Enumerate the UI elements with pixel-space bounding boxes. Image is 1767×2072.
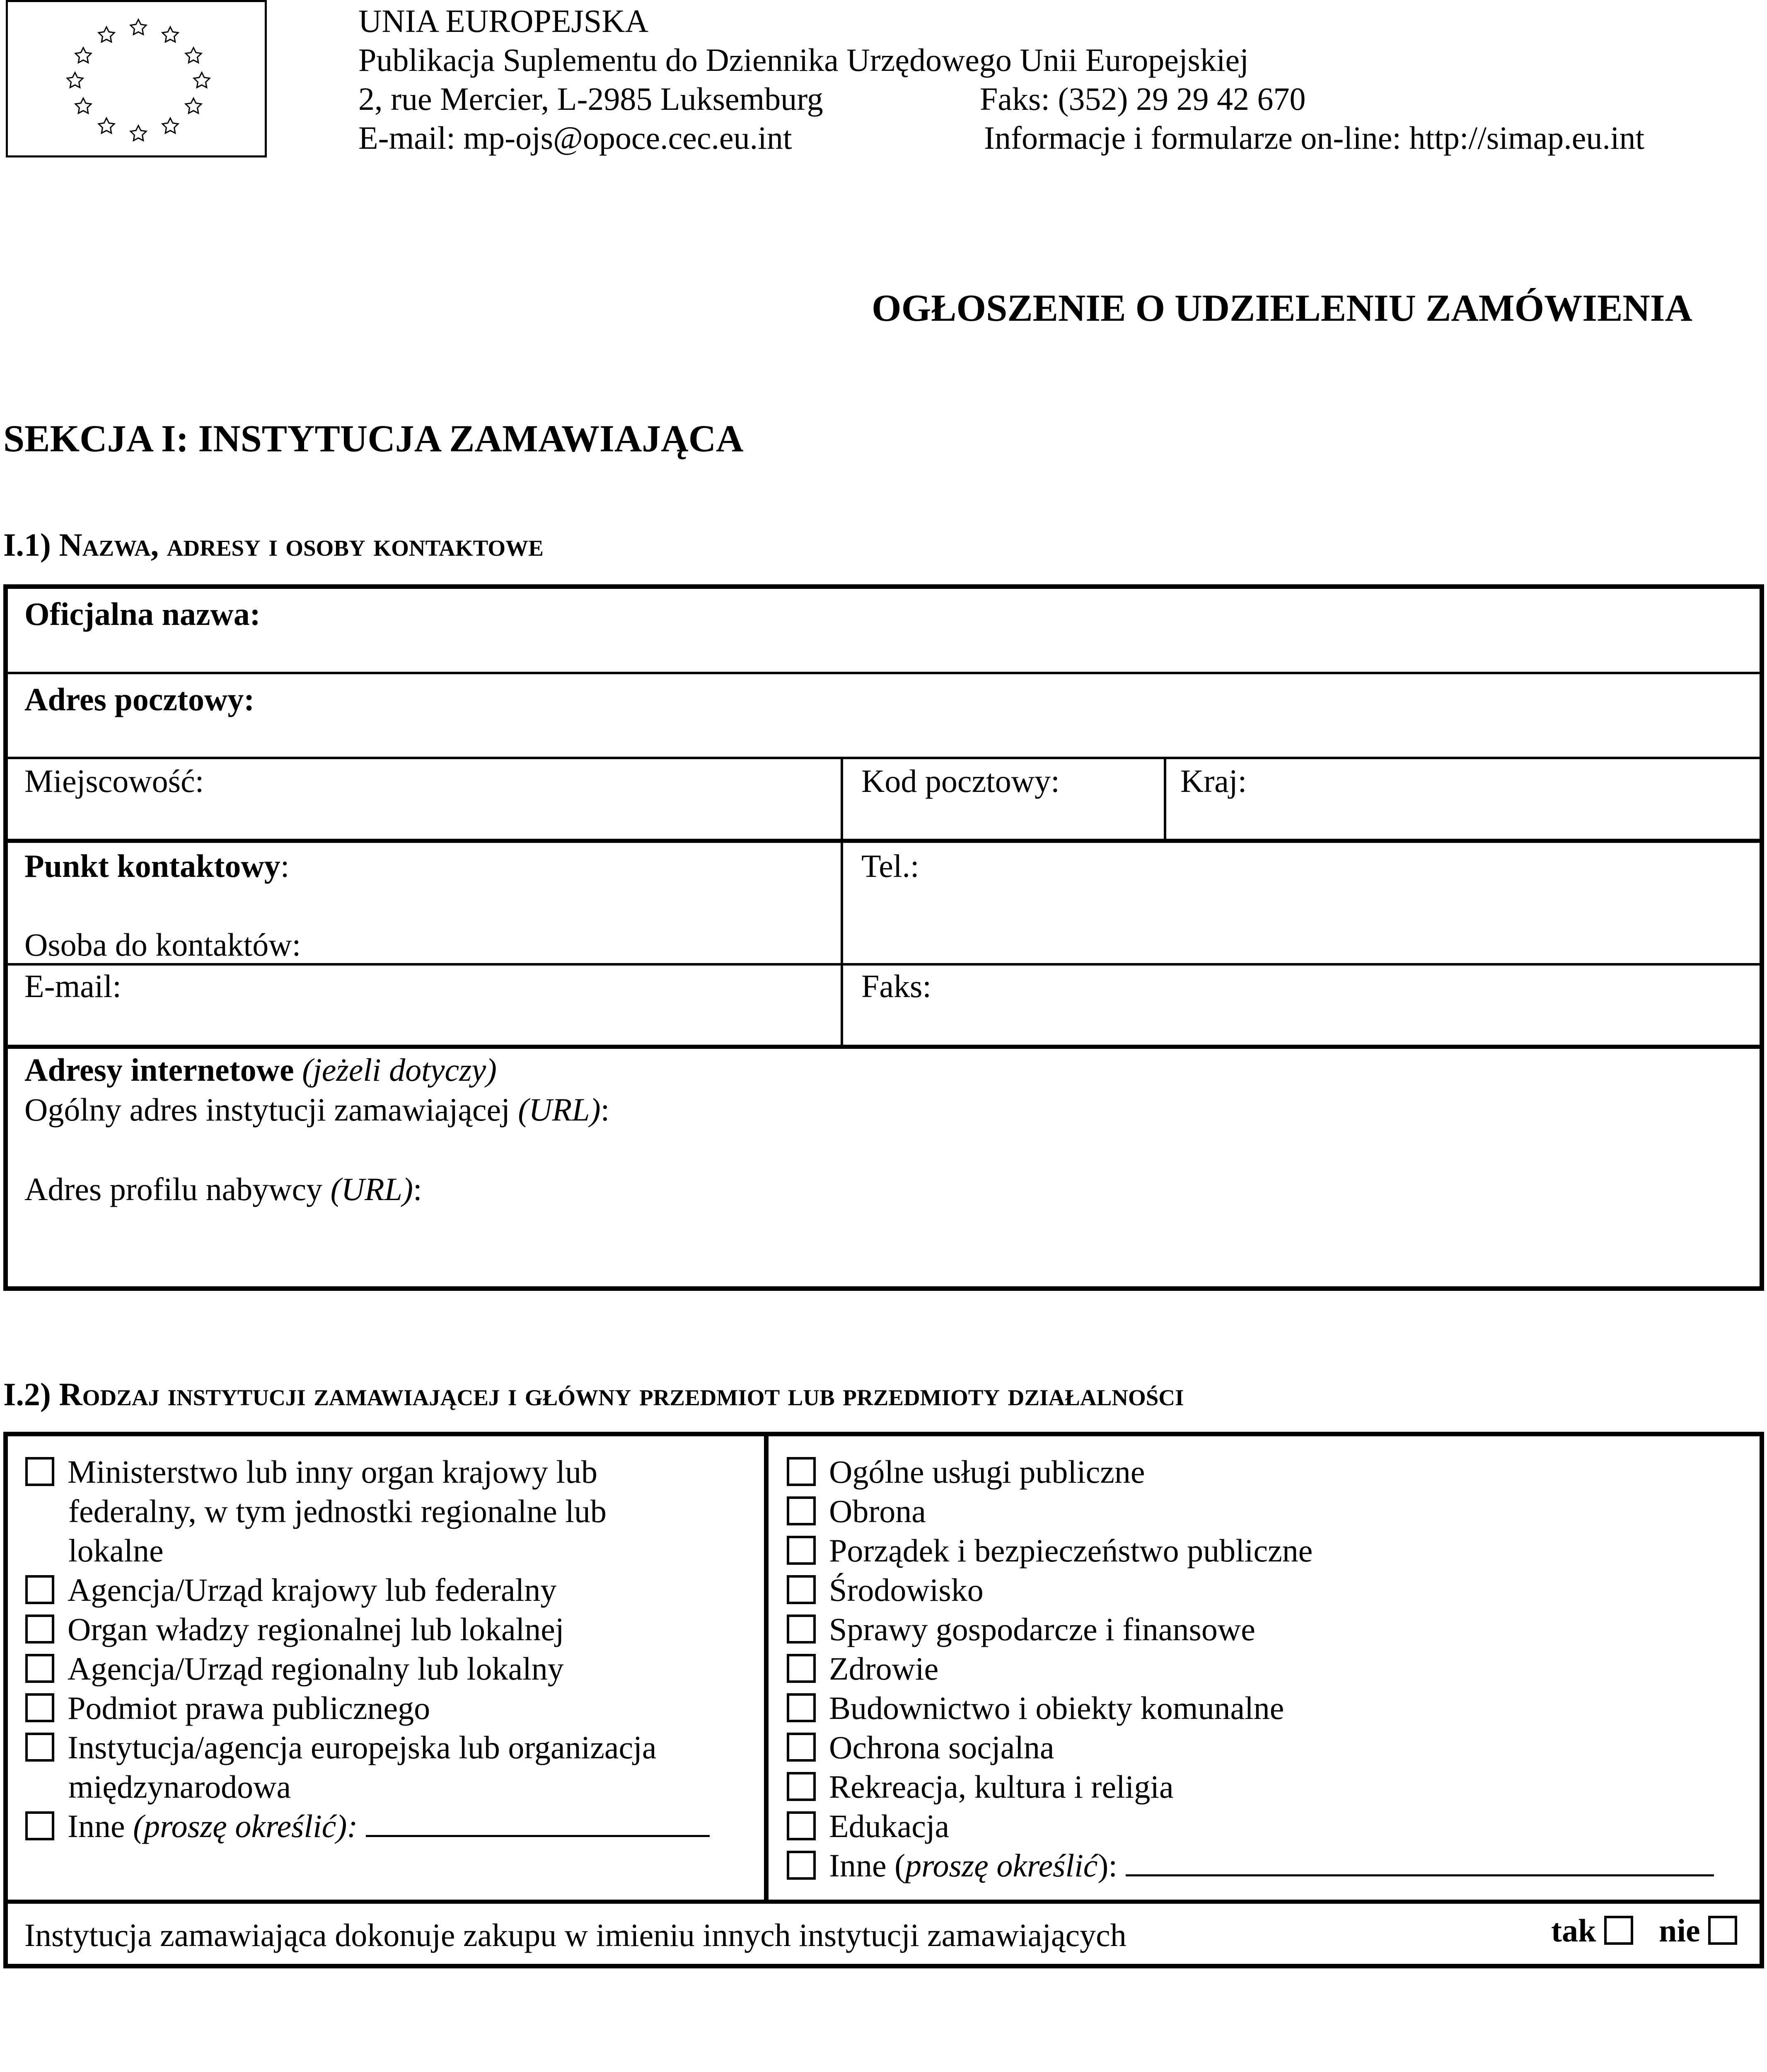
other-right-input[interactable] bbox=[1126, 1870, 1714, 1876]
checkbox-icon[interactable] bbox=[787, 1811, 816, 1840]
checkbox-economic-affairs[interactable]: Sprawy gospodarcze i finansowe bbox=[787, 1610, 1255, 1649]
checkbox-health[interactable]: Zdrowie bbox=[787, 1649, 938, 1688]
fax-label: Faks: bbox=[861, 968, 932, 1004]
subsection-1-2-title: I.2) Rodzaj instytucji zamawiającej i główny przedmiot lub przedmioty działalności bbox=[3, 1376, 1184, 1412]
checkbox-eu-institution[interactable]: Instytucja/agencja europejska lub organizacja bbox=[25, 1728, 656, 1767]
checkbox-social-protection[interactable]: Ochrona socjalna bbox=[787, 1728, 1054, 1767]
checkbox-icon[interactable] bbox=[25, 1457, 54, 1486]
checkbox-other-right[interactable]: Inne (proszę określić): bbox=[787, 1846, 1714, 1885]
checkbox-regional-authority[interactable]: Organ władzy regionalnej lub lokalnej bbox=[25, 1610, 564, 1649]
email-address: E-mail: mp-ojs@opoce.cec.eu.int bbox=[358, 120, 792, 156]
checkbox-icon[interactable] bbox=[787, 1693, 816, 1722]
document-title: OGŁOSZENIE O UDZIELENIU ZAMÓWIENIA bbox=[872, 287, 1692, 329]
checkbox-defence[interactable]: Obrona bbox=[787, 1491, 926, 1531]
star-circle-icon bbox=[8, 2, 269, 160]
checkbox-education[interactable]: Edukacja bbox=[787, 1806, 949, 1846]
checkbox-public-law-body[interactable]: Podmiot prawa publicznego bbox=[25, 1688, 430, 1728]
checkbox-icon[interactable] bbox=[25, 1733, 54, 1762]
checkbox-icon[interactable] bbox=[25, 1693, 54, 1722]
postal-address: 2, rue Mercier, L-2985 Luksemburg bbox=[358, 81, 823, 117]
subsection-1-1-title: I.1) Nazwa, adresy i osoby kontaktowe bbox=[3, 527, 544, 563]
checkbox-icon[interactable] bbox=[25, 1811, 54, 1840]
section-1-title: SEKCJA I: INSTYTUCJA ZAMAWIAJĄCA bbox=[3, 417, 744, 460]
buyer-profile-label: Adres profilu nabywcy (URL): bbox=[24, 1171, 422, 1207]
tel-label: Tel.: bbox=[861, 848, 919, 884]
eu-institution-continuation: międzynarodowa bbox=[68, 1769, 291, 1805]
checkbox-no[interactable] bbox=[1708, 1916, 1737, 1945]
checkbox-public-order[interactable]: Porządek i bezpieczeństwo publiczne bbox=[787, 1531, 1313, 1570]
contact-details-table bbox=[3, 584, 1764, 1291]
checkbox-icon[interactable] bbox=[787, 1536, 816, 1565]
checkbox-icon[interactable] bbox=[25, 1654, 54, 1683]
checkbox-icon[interactable] bbox=[787, 1772, 816, 1801]
checkbox-icon[interactable] bbox=[787, 1654, 816, 1683]
checkbox-general-services[interactable]: Ogólne usługi publiczne bbox=[787, 1452, 1145, 1491]
fax-number: Faks: (352) 29 29 42 670 bbox=[980, 81, 1306, 117]
checkbox-icon[interactable] bbox=[787, 1496, 816, 1525]
email-label: E-mail: bbox=[24, 968, 121, 1004]
checkbox-recreation[interactable]: Rekreacja, kultura i religia bbox=[787, 1767, 1174, 1806]
online-info: Informacje i formularze on-line: http://simap.eu.int bbox=[984, 120, 1645, 156]
checkbox-icon[interactable] bbox=[25, 1615, 54, 1644]
publication-name: Publikacja Suplementu do Dziennika Urzędowego Unii Europejskiej bbox=[358, 42, 1249, 78]
checkbox-yes[interactable] bbox=[1604, 1916, 1633, 1945]
eu-flag-logo bbox=[6, 0, 267, 157]
checkbox-icon[interactable] bbox=[787, 1457, 816, 1486]
authority-type-table bbox=[3, 1432, 1764, 1968]
town-label: Miejscowość: bbox=[24, 763, 204, 799]
postal-code-label: Kod pocztowy: bbox=[861, 763, 1060, 799]
postal-address-label: Adres pocztowy: bbox=[24, 681, 255, 717]
checkbox-housing[interactable]: Budownictwo i obiekty komunalne bbox=[787, 1688, 1284, 1728]
country-label: Kraj: bbox=[1180, 763, 1247, 799]
contact-point-label: Punkt kontaktowy: bbox=[24, 848, 290, 884]
checkbox-icon[interactable] bbox=[25, 1575, 54, 1604]
contact-person-label: Osoba do kontaktów: bbox=[24, 927, 301, 963]
checkbox-icon[interactable] bbox=[787, 1733, 816, 1762]
checkbox-environment[interactable]: Środowisko bbox=[787, 1570, 984, 1610]
publisher-info bbox=[358, 2, 1645, 157]
checkbox-other-left[interactable]: Inne (proszę określić): bbox=[25, 1806, 710, 1846]
official-name-label: Oficjalna nazwa: bbox=[24, 596, 261, 632]
behalf-question: Instytucja zamawiająca dokonuje zakupu w imieniu innych instytucji zamawiających bbox=[24, 1917, 1126, 1953]
internet-addresses-label: Adresy internetowe (jeżeli dotyczy) bbox=[24, 1052, 497, 1088]
ministry-continuation: lokalne bbox=[68, 1532, 164, 1569]
no-option[interactable]: nie bbox=[1659, 1911, 1737, 1950]
checkbox-icon[interactable] bbox=[787, 1575, 816, 1604]
org-name: UNIA EUROPEJSKA bbox=[358, 3, 648, 39]
other-left-input[interactable] bbox=[366, 1831, 710, 1837]
yes-option[interactable]: tak bbox=[1551, 1911, 1633, 1950]
checkbox-regional-agency[interactable]: Agencja/Urząd regionalny lub lokalny bbox=[25, 1649, 564, 1688]
ministry-continuation: federalny, w tym jednostki regionalne lub bbox=[68, 1493, 607, 1529]
checkbox-icon[interactable] bbox=[787, 1851, 816, 1880]
checkbox-icon[interactable] bbox=[787, 1615, 816, 1644]
general-address-label: Ogólny adres instytucji zamawiającej (URL): bbox=[24, 1092, 610, 1128]
checkbox-ministry[interactable]: Ministerstwo lub inny organ krajowy lub bbox=[25, 1452, 597, 1491]
checkbox-national-agency[interactable]: Agencja/Urząd krajowy lub federalny bbox=[25, 1570, 556, 1610]
